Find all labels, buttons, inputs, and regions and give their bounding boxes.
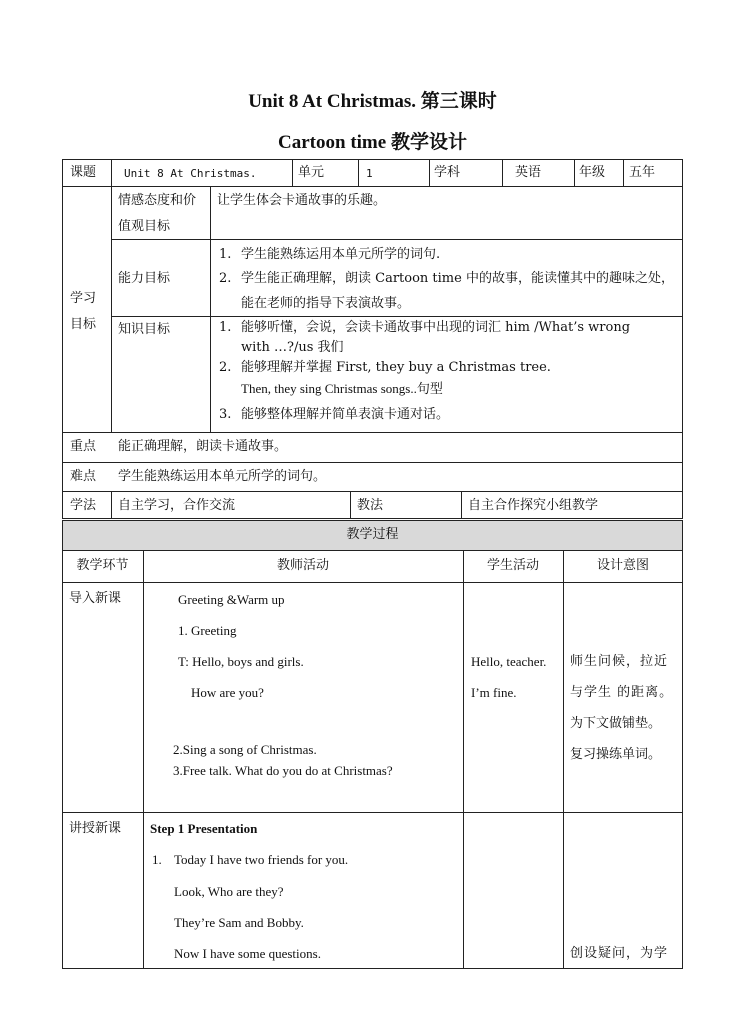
new-teacher-line: Look, Who are they? (174, 884, 284, 899)
emotion-label-line1: 情感态度和价 (118, 193, 197, 208)
xuefa-value: 自主学习，合作交流 (118, 498, 236, 513)
jiaofa-label: 教法 (357, 498, 384, 513)
ability-item-2: 学生能正确理解，朗读 Cartoon time 中的故事，能读懂其中的趣味之处， (241, 271, 674, 286)
ability-num-2: 2. (219, 271, 232, 286)
new-design-line: 创设疑问，为学 (570, 946, 669, 961)
goals-label-line2: 目标 (70, 317, 97, 332)
knowledge-item-2: 能够理解并掌握 First, they buy a Christmas tree. (241, 360, 551, 375)
process-header: 教学过程 (346, 527, 399, 542)
new-stage: 讲授新课 (69, 821, 122, 836)
nianji-value: 五年 (629, 165, 656, 180)
intro-teacher-line: 1. Greeting (178, 623, 237, 638)
knowledge-item-2-cont: Then, they sing Christmas songs..句型 (241, 381, 443, 396)
intro-teacher-line: Greeting &Warm up (178, 592, 285, 607)
danyuan-value: 1 (366, 167, 373, 180)
nianji-label: 年级 (579, 165, 606, 180)
knowledge-item-1-cont: with …?/us 我们 (241, 340, 344, 355)
intro-design-line: 师生问候，拉近 (570, 654, 669, 669)
key-point-label: 重点 (70, 439, 97, 454)
emotion-label-line2: 值观目标 (118, 219, 171, 234)
danyuan-label: 单元 (298, 165, 325, 180)
xueke-value: 英语 (515, 165, 542, 180)
keti-value: Unit 8 At Christmas. (124, 167, 257, 180)
knowledge-label: 知识目标 (118, 322, 171, 337)
intro-teacher-line: T: Hello, boys and girls. (178, 654, 304, 669)
goals-label-line1: 学习 (70, 291, 97, 306)
knowledge-num-3: 3. (219, 407, 232, 422)
key-point-text: 能正确理解，朗读卡通故事。 (118, 439, 288, 454)
intro-stage: 导入新课 (69, 591, 122, 606)
ability-item-1: 学生能熟练运用本单元所学的词句. (241, 247, 441, 262)
new-teacher-line: They’re Sam and Bobby. (174, 915, 304, 930)
intro-design-line: 为下文做铺垫。 (570, 716, 662, 731)
xuefa-label: 学法 (70, 498, 97, 513)
knowledge-num-1: 1. (219, 320, 232, 335)
document-subtitle: Cartoon time 教学设计 (278, 132, 467, 153)
knowledge-item-1: 能够听懂，会说，会读卡通故事中出现的词汇 him /What’s wrong (241, 320, 631, 335)
jiaofa-value: 自主合作探究小组教学 (468, 498, 599, 513)
new-teacher-line: Today I have two friends for you. (174, 852, 349, 867)
col-student: 学生活动 (486, 558, 539, 573)
keti-label: 课题 (70, 165, 97, 180)
new-num: 1. (152, 852, 162, 867)
step-title: Step 1 Presentation (150, 821, 258, 836)
knowledge-item-3: 能够整体理解并简单表演卡通对话。 (241, 407, 450, 422)
ability-label: 能力目标 (118, 271, 171, 286)
knowledge-num-2: 2. (219, 360, 232, 375)
intro-student-line: I’m fine. (471, 685, 517, 700)
emotion-text: 让学生体会卡通故事的乐趣。 (217, 193, 387, 208)
intro-teacher-line: 2.Sing a song of Christmas. (173, 742, 317, 757)
intro-teacher-line: How are you? (191, 685, 264, 700)
ability-item-2-cont: 能在老师的指导下表演故事。 (241, 296, 411, 311)
ability-num-1: 1. (219, 247, 232, 262)
difficulty-label: 难点 (70, 469, 97, 484)
col-stage: 教学环节 (76, 558, 129, 573)
difficulty-text: 学生能熟练运用本单元所学的词句。 (118, 469, 327, 484)
new-teacher-line: Now I have some questions. (174, 946, 321, 961)
col-design: 设计意图 (596, 558, 649, 573)
xueke-label: 学科 (434, 165, 461, 180)
intro-design-line: 与学生 的距离。 (570, 685, 674, 700)
intro-design-line: 复习操练单词。 (570, 747, 662, 762)
col-teacher: 教师活动 (276, 558, 329, 573)
intro-student-line: Hello, teacher. (471, 654, 547, 669)
intro-teacher-line: 3.Free talk. What do you do at Christmas? (173, 763, 393, 778)
document-title: Unit 8 At Christmas. 第三课时 (248, 91, 497, 112)
